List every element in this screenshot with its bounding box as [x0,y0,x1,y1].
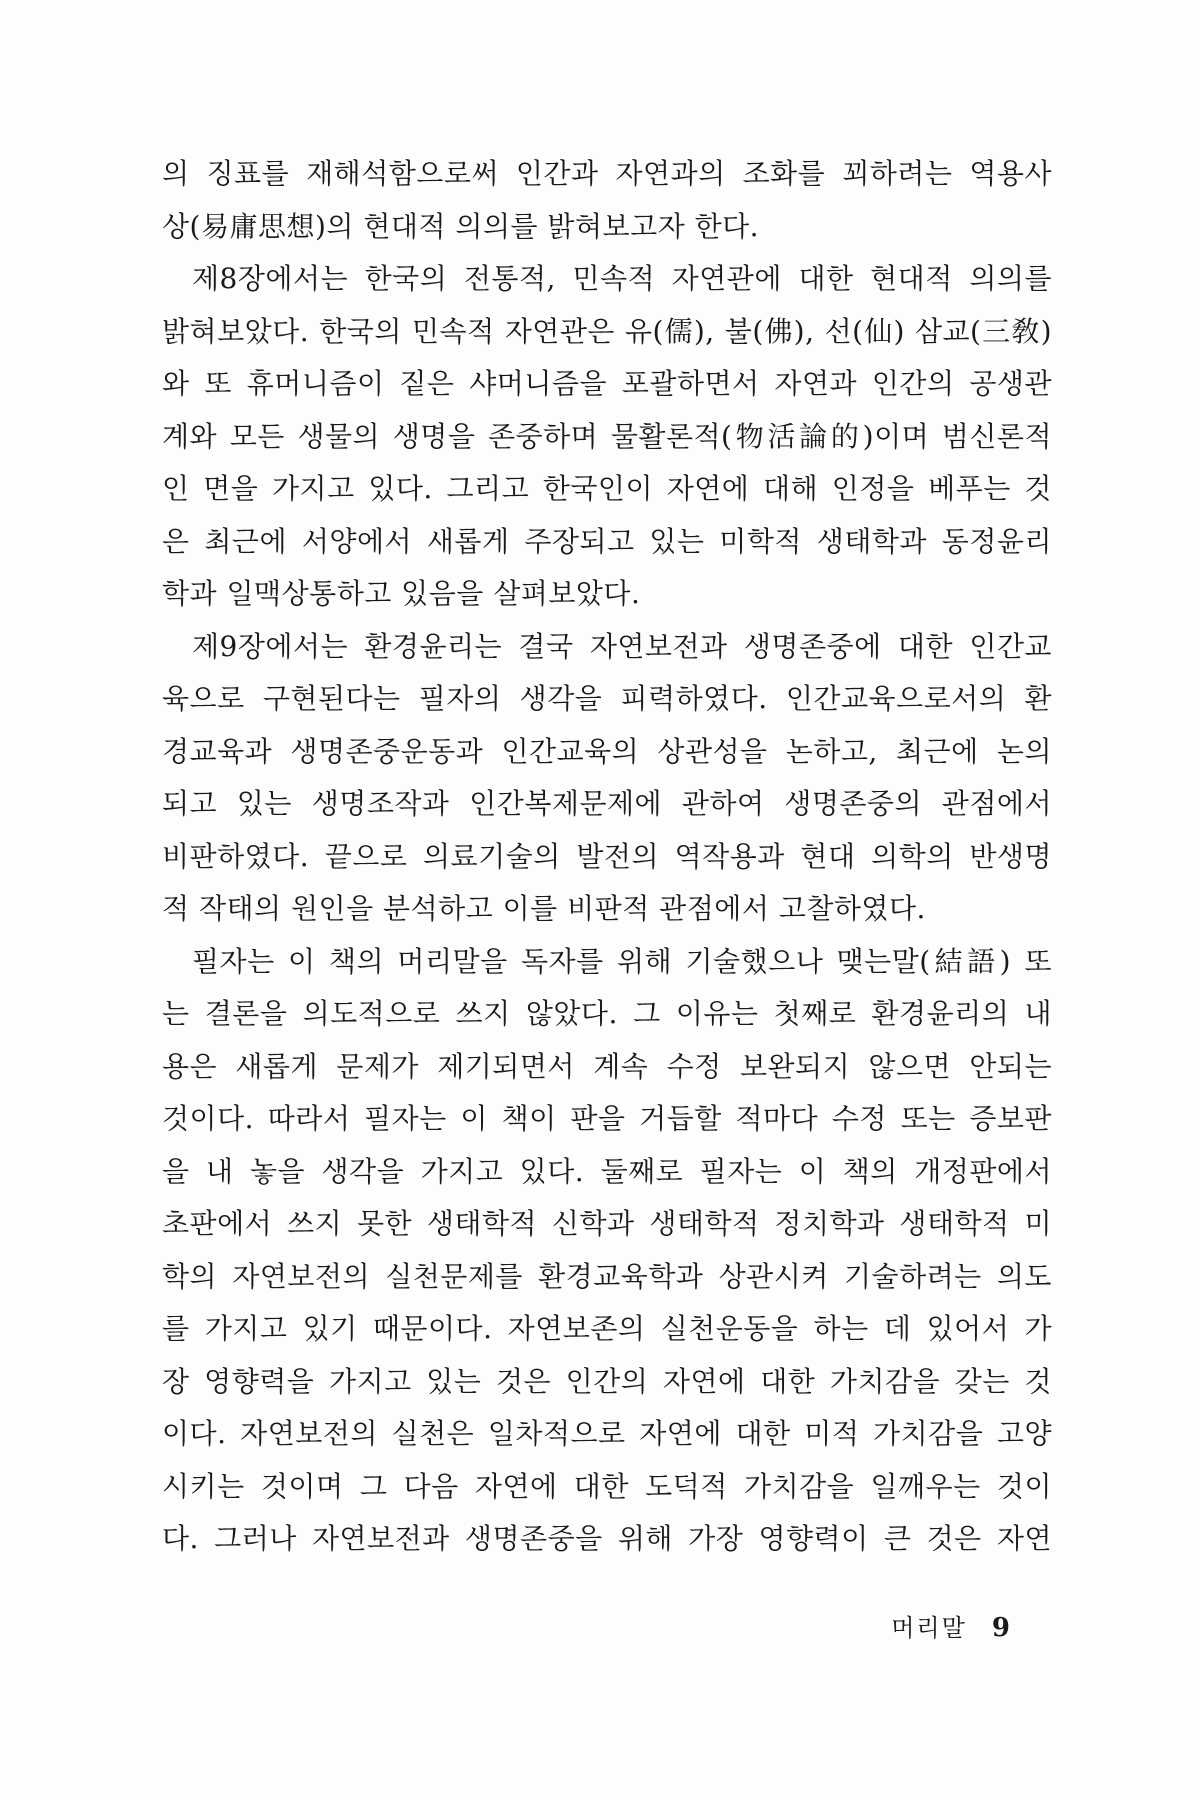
text-line: 와 또 휴머니즘이 짙은 샤머니즘을 포괄하면서 자연과 인간의 공생관 [162,367,1052,400]
text-line: 는 결론을 의도적으로 쓰지 않았다. 그 이유는 첫째로 환경윤리의 내 [162,997,1052,1030]
text-line: 의 징표를 재해석함으로써 인간과 자연과의 조화를 꾀하려는 역용사 [162,157,1052,190]
text-line: 학과 일맥상통하고 있음을 살펴보았다. [162,577,641,610]
text-line: 것이다. 따라서 필자는 이 책이 판을 거듭할 적마다 수정 또는 증보판 [162,1102,1052,1135]
text-line: 상(易庸思想)의 현대적 의의를 밝혀보고자 한다. [162,209,760,243]
text-line: 초판에서 쓰지 못한 생태학적 신학과 생태학적 정치학과 생태학적 미 [162,1207,1052,1240]
text-line: 이다. 자연보전의 실천은 일차적으로 자연에 대한 미적 가치감을 고양 [162,1417,1052,1450]
text-line: 제8장에서는 한국의 전통적, 민속적 자연관에 대한 현대적 의의를 [192,262,1052,295]
text-line: 필자는 이 책의 머리말을 독자를 위해 기술했으나 맺는말(結語) 또 [192,944,1052,978]
text-line: 적 작태의 원인을 분석하고 이를 비판적 관점에서 고찰하였다. [162,892,926,925]
text-line: 다. 그러나 자연보전과 생명존중을 위해 가장 영향력이 큰 것은 자연 [162,1522,1052,1555]
text-line: 를 가지고 있기 때문이다. 자연보존의 실천운동을 하는 데 있어서 가 [162,1312,1052,1345]
text-line: 장 영향력을 가지고 있는 것은 인간의 자연에 대한 가치감을 갖는 것 [162,1364,1052,1398]
text-line: 밝혀보았다. 한국의 민속적 자연관은 유(儒), 불(佛), 선(仙) 삼교(三敎) [162,314,1052,348]
text-line: 시키는 것이며 그 다음 자연에 대한 도덕적 가치감을 일깨우는 것이 [162,1469,1052,1503]
text-line: 을 내 놓을 생각을 가지고 있다. 둘째로 필자는 이 책의 개정판에서 [162,1154,1052,1188]
text-line: 은 최근에 서양에서 새롭게 주장되고 있는 미학적 생태학과 동정윤리 [162,524,1052,558]
running-footer-section: 머리말 [891,1614,967,1642]
page-number: 9 [991,1613,1010,1643]
text-line: 학의 자연보전의 실천문제를 환경교육학과 상관시켜 기술하려는 의도 [162,1259,1052,1293]
body-text [162,148,1052,1566]
text-line: 제9장에서는 환경윤리는 결국 자연보전과 생명존중에 대한 인간교 [192,629,1052,663]
text-line: 되고 있는 생명조작과 인간복제문제에 관하여 생명존중의 관점에서 [162,787,1052,820]
text-line: 계와 모든 생물의 생명을 존중하며 물활론적(物活論的)이며 범신론적 [162,419,1052,453]
text-line: 육으로 구현된다는 필자의 생각을 피력하였다. 인간교육으로서의 환 [162,682,1052,715]
text-line: 용은 새롭게 문제가 제기되면서 계속 수정 보완되지 않으면 안되는 [162,1049,1052,1083]
text-line: 경교육과 생명존중운동과 인간교육의 상관성을 논하고, 최근에 논의 [162,734,1052,768]
text-line: 인 면을 가지고 있다. 그리고 한국인이 자연에 대해 인정을 베푸는 것 [162,472,1052,505]
page-footer [891,1608,1010,1643]
text-line: 비판하였다. 끝으로 의료기술의 발전의 역작용과 현대 의학의 반생명 [162,839,1052,873]
